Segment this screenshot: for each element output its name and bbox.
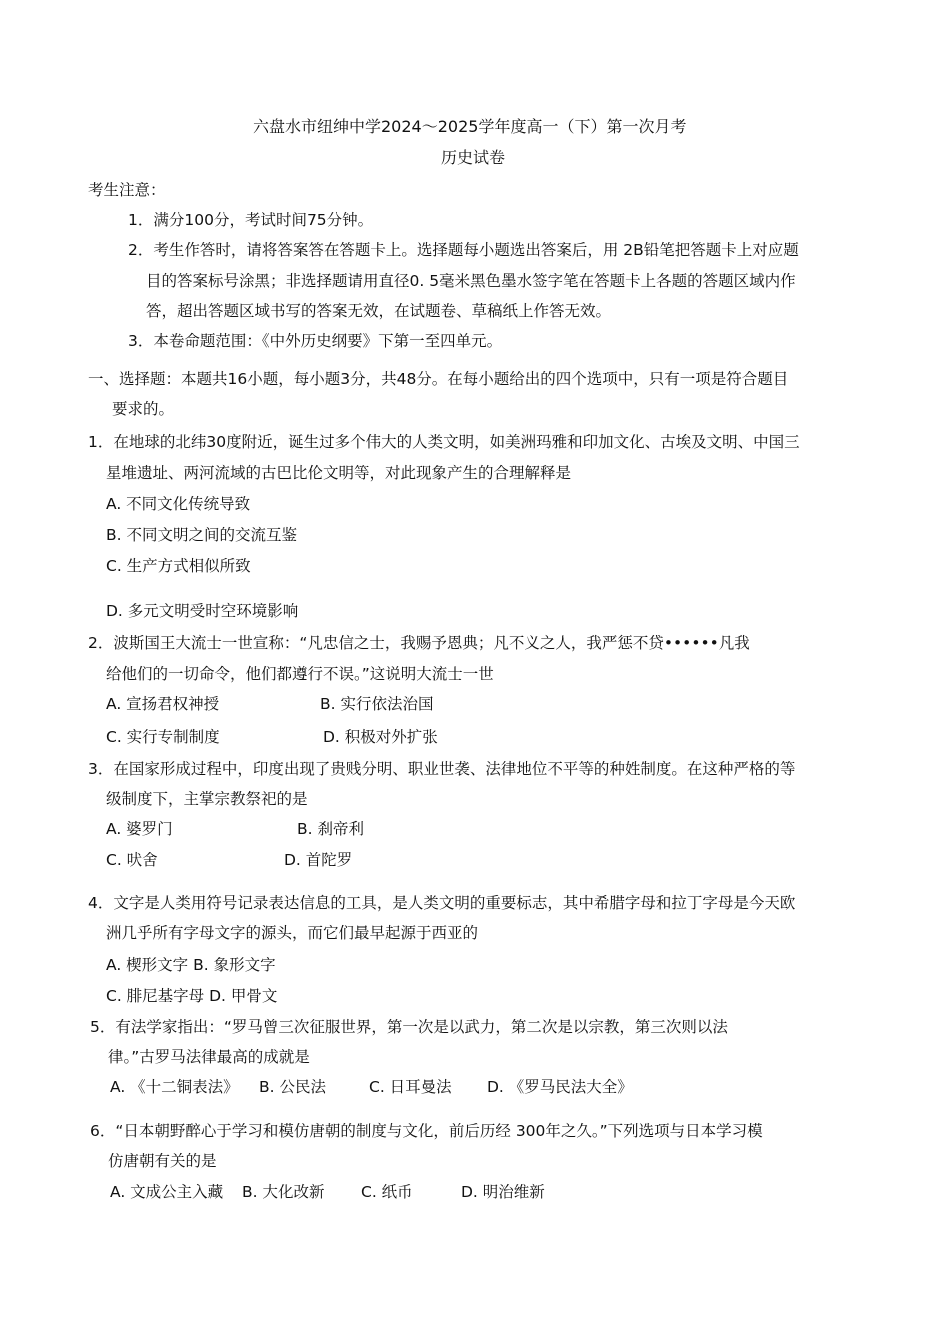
- page-subtitle: 历史试卷: [441, 148, 506, 167]
- notice-item-3: 3．本卷命题范围：《中外历史纲要》下第一至四单元。: [128, 332, 503, 350]
- question-6-option-b: B. 大化改新: [242, 1183, 325, 1201]
- question-4-options-cd: C. 腓尼基字母 D. 甲骨文: [106, 987, 278, 1005]
- question-5-line-1: 5．有法学家指出：“罗马曾三次征服世界，第一次是以武力，第二次是以宗教，第三次则以法: [90, 1018, 728, 1036]
- question-6-line-1: 6．“日本朝野醉心于学习和模仿唐朝的制度与文化，前后历经 300年之久。”下列选项与日本学习模: [90, 1122, 763, 1140]
- section-heading-line-2: 要求的。: [112, 400, 175, 418]
- question-3-line-2: 级制度下，主掌宗教祭祀的是: [106, 790, 308, 808]
- question-1-line-2: 星堆遗址、两河流域的古巴比伦文明等，对此现象产生的合理解释是: [106, 464, 572, 482]
- question-5-option-d: D. 《罗马民法大全》: [487, 1078, 633, 1096]
- question-5-option-c: C. 日耳曼法: [369, 1078, 452, 1096]
- question-6-option-c: C. 纸币: [361, 1183, 413, 1201]
- question-1-option-c: C. 生产方式相似所致: [106, 557, 251, 575]
- question-4-line-1: 4．文字是人类用符号记录表达信息的工具，是人类文明的重要标志，其中希腊字母和拉丁字母是今天欧: [88, 894, 796, 912]
- question-2-option-d: D. 积极对外扩张: [323, 728, 438, 746]
- question-2-line-2: 给他们的一切命令，他们都遵行不误。”这说明大流士一世: [106, 665, 494, 683]
- question-5-option-b: B. 公民法: [259, 1078, 326, 1096]
- notice-item-2-line-1: 2．考生作答时，请将答案答在答题卡上。选择题每小题选出答案后，用 2B铅笔把答题卡上对应题: [128, 241, 799, 259]
- question-6-option-a: A. 文成公主入藏: [110, 1183, 224, 1201]
- notice-item-2-line-2: 目的答案标号涂黑；非选择题请用直径0. 5毫米黑色墨水签字笔在答题卡上各题的答题区域内作: [146, 272, 796, 290]
- question-4-options-ab: A. 楔形文字 B. 象形文字: [106, 956, 276, 974]
- question-5-option-a: A. 《十二铜表法》: [110, 1078, 239, 1096]
- question-3-option-a: A. 婆罗门: [106, 820, 173, 838]
- question-6-line-2: 仿唐朝有关的是: [108, 1152, 217, 1170]
- question-2-option-b: B. 实行依法治国: [320, 695, 434, 713]
- question-5-line-2: 律。”古罗马法律最高的成就是: [108, 1048, 310, 1066]
- notice-item-2-line-3: 答，超出答题区域书写的答案无效，在试题卷、草稿纸上作答无效。: [146, 302, 612, 320]
- page-title: 六盘水市纽绅中学2024～2025学年度高一（下）第一次月考: [253, 117, 687, 136]
- question-2-option-a: A. 宣扬君权神授: [106, 695, 220, 713]
- question-1-option-a: A. 不同文化传统导致: [106, 495, 251, 513]
- question-2-line-1: 2．波斯国王大流士一世宣称：“凡忠信之士，我赐予恩典；凡不义之人，我严惩不贷••••••凡我: [88, 634, 750, 652]
- question-1-option-b: B. 不同文明之间的交流互鉴: [106, 526, 297, 544]
- question-3-line-1: 3．在国家形成过程中，印度出现了贵贱分明、职业世袭、法律地位不平等的种姓制度。在这种严格的等: [88, 760, 796, 778]
- question-3-option-d: D. 首陀罗: [284, 851, 353, 869]
- notice-item-1: 1．满分100分，考试时间75分钟。: [128, 211, 374, 229]
- section-heading-line-1: 一、选择题：本题共16小题，每小题3分，共48分。在每小题给出的四个选项中，只有一项是符合题目: [88, 370, 789, 388]
- question-4-line-2: 洲几乎所有字母文字的源头，而它们最早起源于西亚的: [106, 924, 479, 942]
- question-6-option-d: D. 明治维新: [461, 1183, 545, 1201]
- question-1-line-1: 1．在地球的北纬30度附近，诞生过多个伟大的人类文明，如美洲玛雅和印加文化、古埃及文明、中国三: [88, 433, 800, 451]
- question-3-option-c: C. 吠舍: [106, 851, 158, 869]
- question-1-option-d: D. 多元文明受时空环境影响: [106, 602, 299, 620]
- question-2-option-c: C. 实行专制制度: [106, 728, 220, 746]
- question-3-option-b: B. 刹帝利: [297, 820, 364, 838]
- notice-heading: 考生注意：: [88, 181, 166, 199]
